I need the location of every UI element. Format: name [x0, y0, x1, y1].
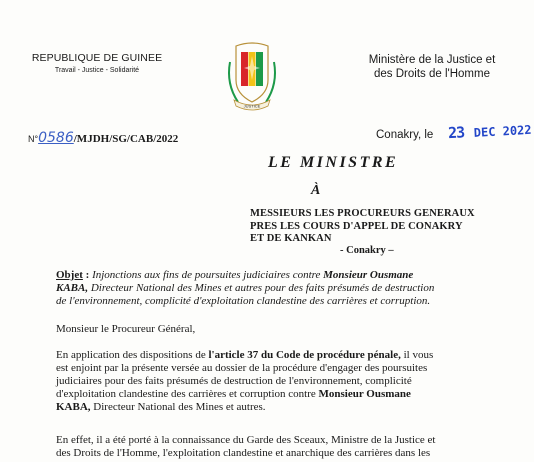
paragraph-1: [56, 349, 506, 414]
recipient-line-1: MESSIEURS LES PROCUREURS GENERAUX: [250, 208, 475, 219]
ministry-line-2: des Droits de l'Homme: [374, 68, 490, 80]
p1-line-3: judiciaires pour des faits présumés de destruction de l'environnement, complicité: [56, 375, 412, 387]
recipient-location: - Conakry –: [340, 245, 394, 256]
subject-label: Objet: [56, 269, 83, 281]
reference-number-handwritten: 0586: [38, 130, 74, 146]
guinea-coat-of-arms-icon: [224, 36, 280, 112]
p1-text-4a: d'exploitation clandestine des carrières et corruption contre: [56, 388, 319, 400]
subject-text-3: de l'environnement, complicité d'exploitation clandestine des carrières et corruption.: [56, 295, 431, 307]
subject-name-2: KABA,: [56, 282, 89, 294]
p2-line-1: En effet, il a été porté à la connaissance du Garde des Sceaux, Ministre de la Justice et: [56, 434, 436, 446]
p1-text-1a: En application des dispositions de: [56, 349, 209, 361]
svg-text:JUSTICE: JUSTICE: [243, 103, 261, 109]
subject-block: [56, 269, 506, 308]
subject-text-2: Directeur National des Mines et autres pour des faits présumés de destruction: [88, 282, 435, 294]
letter-reference: [28, 130, 178, 146]
p1-text-1c: il vous: [400, 349, 434, 361]
republic-title: REPUBLIQUE DE GUINEE: [31, 52, 163, 64]
national-motto: Travail - Justice - Solidarité: [54, 67, 140, 74]
reference-prefix: N°: [28, 134, 39, 144]
p1-text-5b: Directeur National des Mines et autres.: [90, 401, 266, 413]
subject-colon: :: [82, 269, 90, 281]
p1-name-1: Monsieur Ousmane: [318, 388, 411, 400]
subject-name-1: Monsieur Ousmane: [323, 269, 414, 281]
p2-line-2: des Droits de l'Homme, l'exploitation clandestine et anarchique des carrières dans les: [56, 447, 431, 459]
coat-of-arms: [224, 36, 280, 112]
salutation: Monsieur le Procureur Général,: [56, 323, 196, 335]
sender-title: LE MINISTRE: [268, 154, 399, 171]
recipient-line-2: PRES LES COURS D'APPEL DE CONAKRY: [250, 220, 463, 232]
p1-name-2: KABA,: [56, 401, 91, 413]
p1-article-ref: l'article 37 du Code de procédure pénale,: [208, 349, 401, 361]
place-and-date-label: Conakry, le: [376, 129, 434, 141]
subject-text-1: Injonctions aux fins de poursuites judiciaires contre: [89, 269, 324, 281]
reference-code: /MJDH/SG/CAB/2022: [73, 133, 179, 145]
ministry-name: [352, 53, 512, 81]
date-stamp: [448, 119, 532, 142]
ministry-line-1: Ministère de la Justice et: [368, 54, 496, 66]
recipient-to: À: [311, 183, 321, 198]
stamp-month-year: DEC 2022: [473, 122, 532, 140]
p1-line-2: est enjoint par la présente versée au dossier de la procédure d'engager des poursuites: [56, 362, 428, 374]
recipient-block: [250, 208, 475, 246]
paragraph-2: [56, 434, 506, 460]
recipient-line-3: ET DE KANKAN: [250, 233, 332, 244]
stamp-day: 23: [447, 123, 465, 143]
